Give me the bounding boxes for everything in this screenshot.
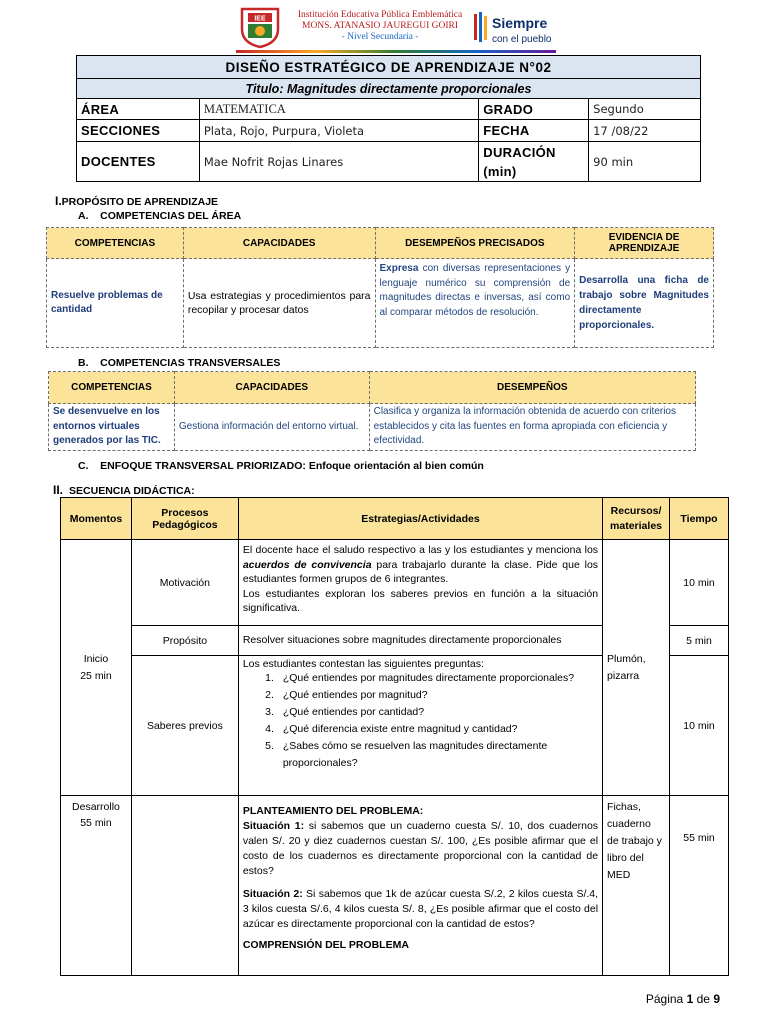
header-tiempo: Tiempo — [670, 498, 729, 540]
process-proposito: Propósito — [131, 626, 238, 656]
sequence-heading — [53, 483, 195, 497]
teachers-label: DOCENTES — [77, 142, 200, 182]
page-total: 9 — [713, 992, 720, 1006]
header-t-competencias: COMPETENCIAS — [49, 372, 175, 404]
motivacion-text-1: El docente hace el saludo respectivo a las y los estudiantes y menciona los — [242, 544, 599, 556]
situacion-1 — [243, 819, 598, 879]
institution-line2: MONS. ATANASIO JAUREGUI GOIRI — [302, 21, 458, 31]
area-competencies-heading: A. COMPETENCIAS DEL ÁREA — [78, 210, 242, 222]
situacion-1-text: si sabemos que un cuaderno cuesta S/. 10, dos cuadernos valen S/. 20 y diez cuadernos cuestan S/. 100, ¿Es posible afirmar que el costo de los cuadernos es directamente proporcional con la cantidad de estos? — [242, 820, 599, 877]
saberes-question: 2. ¿Qué entiendes por magnitud? — [277, 687, 598, 704]
process-motivacion: Motivación — [131, 540, 238, 626]
header-t-desempenos: DESEMPEÑOS — [369, 372, 695, 404]
process-desarrollo — [131, 796, 238, 976]
time-proposito: 5 min — [670, 626, 729, 656]
header-recursos: Recursos/ materiales — [603, 498, 670, 540]
saberes-question: 3. ¿Qué entiendes por cantidad? — [277, 704, 598, 721]
area-capacidad-cell: Usa estrategias y procedimientos para recopilar y procesar datos — [183, 259, 375, 348]
desempeno-verb: Expresa — [379, 263, 419, 274]
slogan-line1: Siempre — [492, 15, 548, 31]
of-word: de — [696, 992, 710, 1006]
transversal-competencies-heading: B. COMPETENCIAS TRANSVERSALES — [78, 357, 281, 369]
purpose-heading-text: PROPÓSITO DE APRENDIZAJE — [61, 196, 219, 208]
activity-motivacion — [238, 540, 602, 626]
moment-inicio — [61, 540, 132, 796]
transversal-competencies-table — [48, 371, 696, 451]
area-evidencia-cell: Desarrolla una ficha de trabajo sobre Magnitudes directamente proporcionales. — [575, 259, 714, 348]
situacion-2-text: Si sabemos que 1k de azúcar cuesta S/.2, 2 kilos cuesta S/.4, 3 kilos cuesta S/.6, 4 kilos cuesta S/. 8, ¿Es posible afirmar que el costo del azúcar es directamente proporcional con la cantidad de estos? — [242, 888, 599, 930]
transversal-capacidad-cell: Gestiona información del entorno virtual. — [174, 404, 369, 451]
header-competencias: COMPETENCIAS — [47, 228, 184, 259]
resources-inicio-line2: pizarra — [607, 669, 640, 682]
desempeno-text: con diversas representaciones y lenguaje numérico su comprensión de magnitudes directas e inversas, así como al comparar métodos de resolución. — [379, 263, 571, 318]
resources-inicio — [603, 540, 670, 796]
duration-label-line2: (min) — [483, 163, 517, 179]
process-saberes: Saberes previos — [131, 656, 238, 796]
grade-label: GRADO — [479, 99, 589, 120]
header-momentos: Momentos — [61, 498, 132, 540]
saberes-question: 4. ¿Qué diferencia existe entre magnitud y cantidad? — [277, 721, 598, 738]
header-procesos: Procesos Pedagógicos — [131, 498, 238, 540]
activity-desarrollo — [238, 796, 602, 976]
sequence-heading-text: SECUENCIA DIDÁCTICA: — [69, 485, 195, 497]
slogan-logo — [470, 8, 570, 48]
page-footer — [646, 992, 720, 1006]
header-desempenos: DESEMPEÑOS PRECISADOS — [375, 228, 575, 259]
page-number: 1 — [686, 992, 694, 1006]
transversal-approach: C. ENFOQUE TRANSVERSAL PRIORIZADO: Enfoque orientación al bien común — [78, 460, 484, 472]
date-label: FECHA — [479, 120, 589, 142]
institution-line1: Institución Educativa Pública Emblemática — [297, 10, 463, 20]
situacion-1-label: Situación 1: — [242, 820, 305, 832]
saberes-question: 5. ¿Sabes cómo se resuelven las magnitudes directamente proporcionales? — [277, 738, 598, 772]
motivacion-text-2: para trabajarlo durante la clase. Pide que los estudiantes formen grupos de 6 integrantes. — [242, 558, 599, 585]
transversal-desempeno-cell: Clasifica y organiza la información obtenida de acuerdo con criterios establecidos y cita las fuentes en forma apropiada con eficiencia y efectividad. — [369, 404, 695, 451]
area-value: MATEMATICA — [199, 99, 478, 120]
resources-desarrollo: Fichas, cuaderno de trabajo y libro del MED — [603, 796, 670, 976]
situacion-2 — [243, 887, 598, 932]
moment-desarrollo-time: 55 min — [80, 817, 112, 829]
header-evidencia: EVIDENCIA DE APRENDIZAJE — [575, 228, 714, 259]
saberes-question-list — [243, 670, 598, 772]
header-estrategias: Estrategias/Actividades — [238, 498, 602, 540]
moment-desarrollo — [61, 796, 132, 976]
teachers-value: Mae Nofrit Rojas Linares — [199, 142, 478, 182]
design-subtitle: Titulo: Magnitudes directamente proporcionales — [77, 79, 701, 99]
area-competencies-table — [46, 227, 714, 348]
header-divider — [236, 50, 556, 53]
time-motivacion: 10 min — [670, 540, 729, 626]
activity-saberes — [238, 656, 602, 796]
date-value: 17 /08/22 — [589, 120, 701, 142]
moment-inicio-time: 25 min — [80, 669, 112, 682]
institution-name — [290, 10, 470, 43]
sections-label: SECCIONES — [77, 120, 200, 142]
didactic-sequence-table — [60, 497, 729, 976]
design-title: DISEÑO ESTRATÉGICO DE APRENDIZAJE N°02 — [77, 56, 701, 79]
purpose-heading-num: I. — [55, 194, 62, 208]
time-saberes: 10 min — [670, 656, 729, 796]
area-label: ÁREA — [77, 99, 200, 120]
activity-proposito: Resolver situaciones sobre magnitudes directamente proporcionales — [238, 626, 602, 656]
page-word: Página — [645, 992, 684, 1006]
institution-line3: - Nivel Secundaria - — [341, 32, 419, 42]
saberes-intro: Los estudiantes contestan las siguientes preguntas: — [242, 658, 484, 670]
grade-value: Segundo — [589, 99, 701, 120]
resources-inicio-line1: Plumón, — [607, 652, 646, 665]
moment-desarrollo-label: Desarrollo — [72, 801, 120, 813]
time-desarrollo: 55 min — [670, 796, 729, 976]
slogan-line2: con el pueblo — [492, 34, 552, 45]
purpose-heading — [55, 194, 218, 208]
duration-value: 90 min — [589, 142, 701, 182]
comprension-heading: COMPRENSIÓN DEL PROBLEMA — [242, 939, 409, 951]
planteamiento-heading: PLANTEAMIENTO DEL PROBLEMA: — [242, 805, 424, 817]
motivacion-text-3: Los estudiantes exploran los saberes previos en función a la situación significativa. — [242, 587, 599, 614]
motivacion-text-em: acuerdos de convivencia — [242, 558, 372, 571]
sections-value: Plata, Rojo, Purpura, Violeta — [199, 120, 478, 142]
design-info-table — [76, 55, 701, 182]
transversal-competencia-cell: Se desenvuelve en los entornos virtuales generados por las TIC. — [49, 404, 175, 451]
header-capacidades: CAPACIDADES — [183, 228, 375, 259]
sequence-heading-num: II. — [53, 483, 64, 497]
duration-label-line1: DURACIÓN — [483, 144, 556, 160]
area-competencia-cell: Resuelve problemas de cantidad — [47, 259, 184, 348]
moment-inicio-label: Inicio — [83, 652, 109, 665]
header-t-capacidades: CAPACIDADES — [174, 372, 369, 404]
duration-label — [479, 142, 589, 182]
school-logo — [238, 5, 282, 49]
logo-badge-text: IEE — [254, 15, 266, 23]
area-desempeno-cell — [375, 259, 575, 348]
saberes-question: 1. ¿Qué entiendes por magnitudes directamente proporcionales? — [277, 670, 598, 687]
situacion-2-label: Situación 2: — [242, 888, 303, 900]
